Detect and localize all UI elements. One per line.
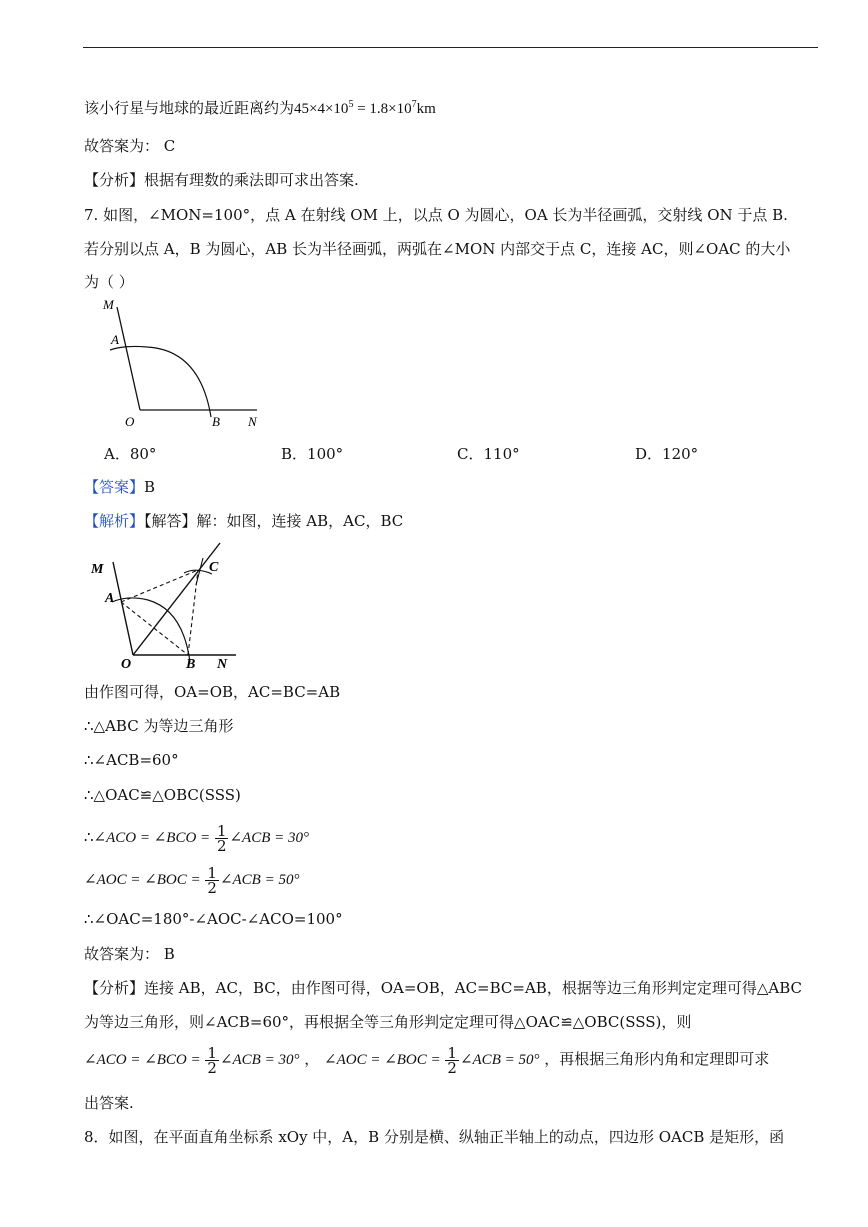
label-c: C <box>209 560 219 575</box>
label-m: M <box>91 562 104 577</box>
label-m: M <box>103 297 114 312</box>
analysis-separator: ， <box>299 1050 325 1068</box>
step-2: ∴△ABC 为等边三角形 <box>84 717 234 735</box>
prev-distance-text: 该小行星与地球的最近距离约为 <box>84 99 295 117</box>
arc-ab <box>112 598 190 662</box>
fraction-half: $\frac{1}{2}$ <box>216 821 227 855</box>
fraction-half: $\frac{1}{2}$ <box>447 1043 457 1077</box>
equation-2 <box>84 862 299 897</box>
equation-1 <box>84 820 309 855</box>
q7-answer-text: 故答案为： B <box>84 945 175 963</box>
solution-intro-text: 解：如图，连接 AB，AC，BC <box>196 512 404 530</box>
step-3: ∴∠ACB=60° <box>84 751 179 769</box>
q7-stem-line3: 为（ ） <box>84 273 134 291</box>
header-rule <box>83 47 818 48</box>
analysis-text: 根据有理数的乘法即可求出答案. <box>144 171 359 189</box>
q7-analysis-line3 <box>84 1042 769 1077</box>
solution-subtag: 【解答】 <box>144 512 197 530</box>
analysis-tag: 【分析】 <box>84 171 145 189</box>
ray-om <box>113 562 133 655</box>
q7-analysis-line2: 为等边三角形，则∠ACB=60°，再根据全等三角形判定定理可得△OAC≌△OBC(SSS)，则 <box>84 1013 692 1031</box>
analysis-eq2-left: ∠AOC = ∠BOC = <box>324 1052 445 1068</box>
analysis-eq1-right: ∠ACB = 30° <box>219 1052 300 1068</box>
label-o: O <box>121 657 132 672</box>
label-a: A <box>105 591 115 606</box>
label-o: O <box>125 414 135 429</box>
therefore-symbol: ∴ <box>84 828 94 846</box>
prev-distance-formula: $45\times 4\times 10^5 = 1.8\times 10^7km$ <box>294 99 436 117</box>
prev-answer: 故答案为： C <box>84 137 176 155</box>
label-b: B <box>186 657 196 672</box>
analysis-eq2-right: ∠ACB = 50° <box>459 1052 540 1068</box>
equation-2-left: ∠AOC = ∠BOC = <box>84 872 205 888</box>
option-a: A．80° <box>104 445 157 463</box>
label-b: B <box>212 414 220 429</box>
analysis-tail: ，再根据三角形内角和定理即可求 <box>539 1050 770 1068</box>
fraction-half: $\frac{1}{2}$ <box>207 1043 217 1077</box>
q8-stem-line1: 8．如图，在平面直角坐标系 xOy 中，A，B 分别是横、纵轴正半轴上的动点，四边形 OACB 是矩形，函 <box>84 1128 785 1146</box>
step-final: ∴∠OAC=180°-∠AOC-∠ACO=100° <box>84 910 343 928</box>
fraction-half: $\frac{1}{2}$ <box>207 863 217 897</box>
q7-solution-figure <box>88 540 248 675</box>
solution-tag: 【解析】 <box>84 512 145 530</box>
label-a: A <box>111 332 119 347</box>
q7-analysis-line4: 出答案. <box>84 1094 134 1112</box>
equation-2-right: ∠ACB = 50° <box>219 872 300 888</box>
step-1: 由作图可得，OA=OB，AC=BC=AB <box>84 683 341 701</box>
analysis-tag: 【分析】 <box>84 979 145 997</box>
q7-stem-line1: 7. 如图，∠MON=100°，点 A 在射线 OM 上，以点 O 为圆心，OA 长为半径画弧，交射线 ON 于点 B. <box>84 206 788 224</box>
option-d: D．120° <box>635 445 699 463</box>
analysis-text: 连接 AB，AC，BC，由作图可得，OA=OB，AC=BC=AB，根据等边三角形判定定理可得△ABC <box>144 979 802 997</box>
q7-figure <box>95 295 270 430</box>
option-c: C．110° <box>457 445 520 463</box>
label-n: N <box>217 657 228 672</box>
q7-stem-line2: 若分别以点 A，B 为圆心，AB 长为半径画弧，两弧在∠MON 内部交于点 C，连接 AC，则∠OAC 的大小 <box>84 240 791 258</box>
answer-value: B <box>144 478 156 496</box>
option-b: B．100° <box>281 445 344 463</box>
answer-tag: 【答案】 <box>84 478 145 496</box>
arc-ab <box>110 346 211 417</box>
q7-solution-intro <box>84 511 403 531</box>
q7-analysis-line1 <box>84 978 802 998</box>
equation-1-left: ∠ACO = ∠BCO = <box>93 830 214 846</box>
prev-analysis <box>84 170 359 190</box>
ray-om <box>117 307 140 410</box>
analysis-eq1-left: ∠ACO = ∠BCO = <box>84 1052 205 1068</box>
label-n: N <box>248 414 257 429</box>
equation-1-right: ∠ACB = 30° <box>229 830 310 846</box>
q7-answer <box>84 477 155 497</box>
step-4: ∴△OAC≌△OBC(SSS) <box>84 786 241 804</box>
prev-distance-line <box>84 95 436 119</box>
